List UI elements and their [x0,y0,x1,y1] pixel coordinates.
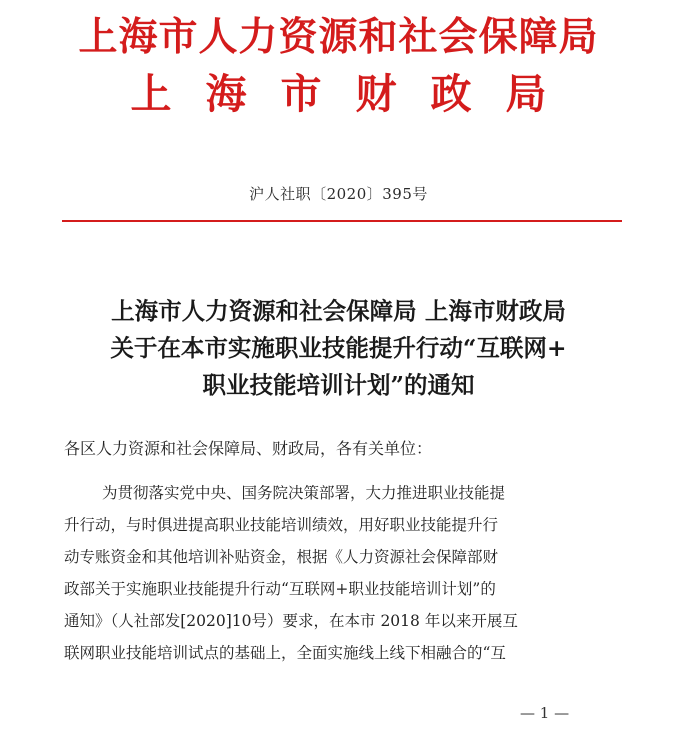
body-paragraph [64,477,624,669]
issuer-name-line2: 上海市财政局 [130,70,581,118]
title-line-3: 职业技能培训计划”的通知 [202,371,475,399]
red-separator-line [62,220,622,222]
page-number: — 1 — [520,704,570,722]
body-line: 政部关于实施职业技能提升行动“互联网+职业技能培训计划”的 [64,580,496,598]
document-title [0,293,677,404]
body-line: 为贯彻落实党中央、国务院决策部署，大力推进职业技能提 [102,484,506,502]
issuer-name-line1: 上海市人力资源和社会保障局 [78,14,599,60]
body-line: 升行动，与时俱进提高职业技能培训绩效，用好职业技能提升行 [64,516,499,534]
title-line-1: 上海市人力资源和社会保障局 上海市财政局 [111,297,566,325]
document-number: 沪人社职〔2020〕395号 [249,185,428,203]
body-line: 联网职业技能培训试点的基础上，全面实施线上线下相融合的“互 [64,644,506,662]
title-line-2: 关于在本市实施职业技能提升行动“互联网+ [110,334,567,362]
body-line: 通知》（人社部发[2020]10号）要求，在本市 2018 年以来开展互 [64,612,518,630]
body-line: 动专账资金和其他培训补贴资金，根据《人力资源社会保障部财 [64,548,499,566]
salutation: 各区人力资源和社会保障局、财政局，各有关单位： [64,439,433,458]
